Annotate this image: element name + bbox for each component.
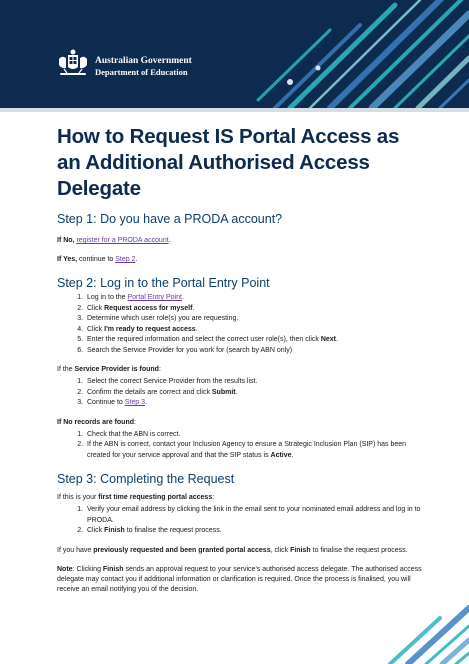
list-item: 2. Confirm the details are correct and click Submit. — [85, 388, 422, 399]
portal-entry-point-link[interactable]: Portal Entry Point — [127, 294, 182, 301]
list-item: 1. Verify your email address by clicking the link in the email sent to your nominated email address and log in to PRODA. — [85, 505, 422, 526]
note-paragraph: Note: Clicking Finish sends an approval request to your service's authorised access delegate. The authorised access delegate may contact you if additional information or clarification is required. Once the process is finalised, you will receive an email notifying you of the decision. — [57, 565, 422, 593]
no-records-list — [57, 430, 422, 462]
step3-heading: Step 3: Completing the Request — [57, 472, 235, 486]
step2-list — [57, 293, 422, 356]
list-item: 5. Enter the required information and select the correct user role(s), then click Next. — [85, 335, 422, 346]
step1-heading: Step 1: Do you have a PRODA account? — [57, 212, 283, 226]
list-item: 1. Select the correct Service Provider from the results list. — [85, 377, 422, 388]
department-name: Department of Education — [95, 67, 188, 77]
coat-of-arms-icon — [56, 47, 90, 81]
list-item: 6. Search the Service Provider for you work for (search by ABN only) — [85, 346, 422, 357]
first-time-list — [57, 505, 422, 537]
list-item: 1. Log in to the Portal Entry Point. — [85, 293, 422, 304]
provider-found-label: If the Service Provider is found: — [57, 366, 161, 373]
step1-if-no: If No, register for a PRODA account. — [57, 237, 171, 244]
no-records-label: If No records are found: — [57, 418, 136, 426]
header-banner — [0, 0, 469, 108]
list-item: 2. Click Request access for myself. — [85, 304, 422, 315]
gov-name: Australian Government — [95, 56, 192, 66]
first-time-label: If this is your first time requesting portal access: — [57, 494, 215, 501]
list-item: 1. Check that the ABN is correct. — [85, 430, 422, 441]
list-item: 2. If the ABN is correct, contact your Inclusion Agency to ensure a Strategic Inclusion Plan (SIP) has been created for your service approval and that the SIP status is Active. — [85, 440, 422, 461]
if-no-label: If No, — [57, 237, 75, 244]
register-proda-link[interactable]: register for a PRODA account — [76, 237, 169, 244]
step1-if-yes: If Yes, continue to Step 2. — [57, 256, 138, 263]
footer-decorative-stripes — [380, 600, 469, 664]
page-title: How to Request IS Portal Access as an Additional Authorised Access Delegate — [57, 125, 400, 200]
if-yes-label: If Yes, — [57, 256, 78, 263]
step2-heading: Step 2: Log in to the Portal Entry Point — [57, 276, 270, 290]
provider-found-list — [57, 377, 422, 409]
step3-link[interactable]: Step 3 — [124, 399, 145, 406]
list-item: 3. Continue to Step 3. — [85, 398, 422, 409]
step2-link[interactable]: Step 2 — [115, 256, 136, 263]
document-body — [57, 124, 422, 595]
list-item: 3. Determine which user role(s) you are requesting. — [85, 314, 422, 325]
banner-divider — [0, 108, 469, 112]
previously-granted-paragraph: If you have previously requested and been granted portal access, click Finish to finalise the request process. — [57, 546, 408, 554]
government-wordmark — [95, 55, 192, 78]
list-item: 2. Click Finish to finalise the request process. — [85, 526, 422, 537]
list-item: 4. Click I'm ready to request access. — [85, 325, 422, 336]
